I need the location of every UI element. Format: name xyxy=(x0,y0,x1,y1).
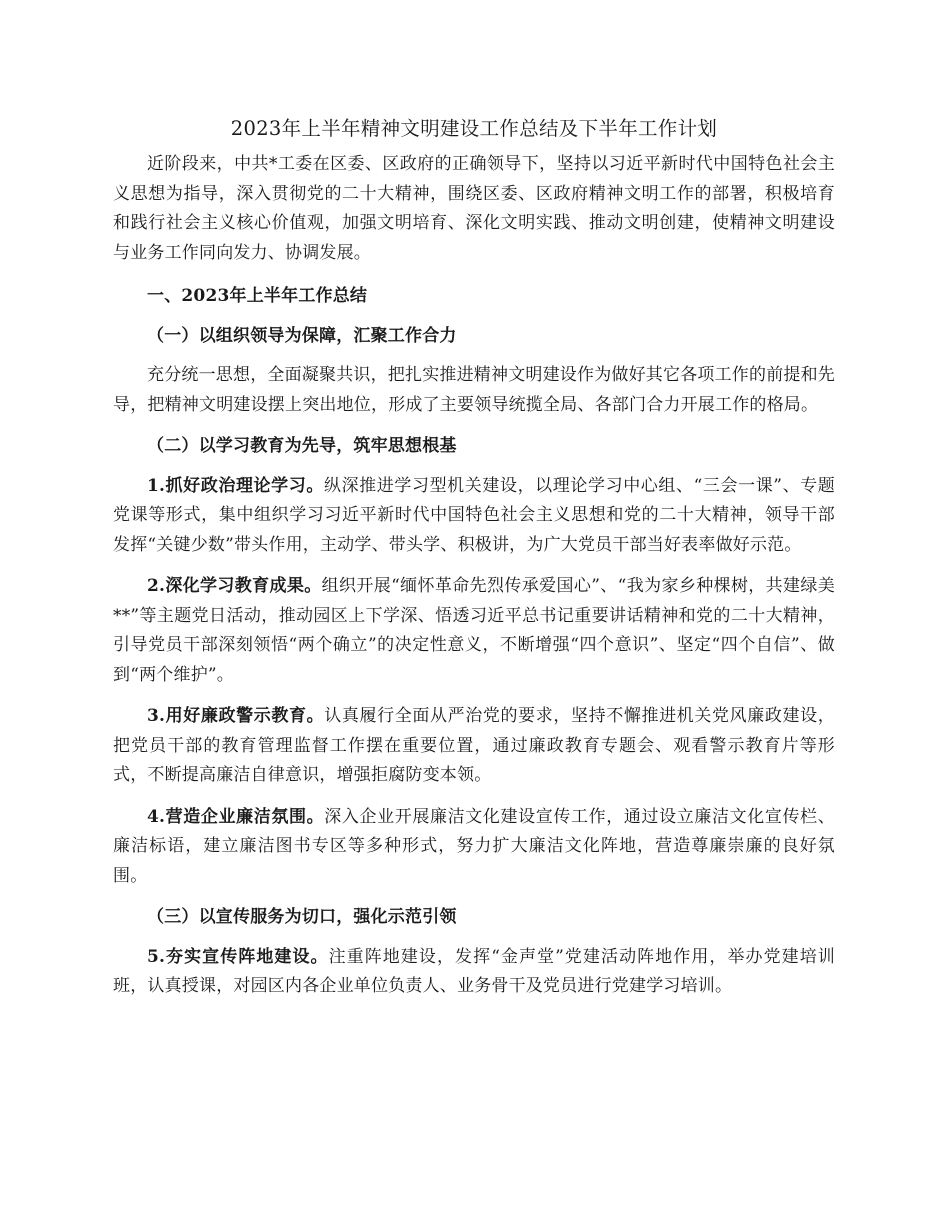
section-heading-1: 一、2023年上半年工作总结 xyxy=(147,286,368,306)
subsection-heading-2: （二）以学习教育为先导，筑牢思想根基 xyxy=(147,436,457,456)
item-text: 纵深推进学习型机关建设，以理论学习中心组、“三会一课”、专题党课等形式，集中组织学习习近平新时代中国特色社会主义思想和党的二十大精神，领导干部发挥“关键少数”带头作用，主动学、带头学、积极讲，为广大党员干部当好表率做好示范。 xyxy=(113,475,835,555)
item-paragraph-5 xyxy=(113,943,835,1002)
item-lead: 5.夯实宣传阵地建设。 xyxy=(147,946,329,967)
subsection-heading-1: （一）以组织领导为保障，汇聚工作合力 xyxy=(147,325,457,346)
document-title: 2023年上半年精神文明建设工作总结及下半年工作计划 xyxy=(230,117,718,140)
subsection-heading-3: （三）以宣传服务为切口，强化示范引领 xyxy=(147,907,457,927)
item-lead: 3.用好廉政警示教育。 xyxy=(147,706,325,726)
item-lead: 1.抓好政治理论学习。 xyxy=(147,475,324,496)
item-paragraph-3 xyxy=(113,702,835,791)
item-lead: 2.深化学习教育成果。 xyxy=(147,576,322,596)
intro-paragraph: 近阶段来，中共*工委在区委、区政府的正确领导下，坚持以习近平新时代中国特色社会主义思想为指导，深入贯彻党的二十大精神，围绕区委、区政府精神文明工作的部署，积极培育和践行社会主义核心价值观，加强文明培育、深化文明实践、推动文明创建，使精神文明建设与业务工作同向发力、协调发展。 xyxy=(113,154,835,263)
item-paragraph-2 xyxy=(113,572,835,690)
item-lead: 4.营造企业廉洁氛围。 xyxy=(147,806,325,827)
item-text: 注重阵地建设，发挥“金声堂”党建活动阵地作用，举办党建培训班，认真授课，对园区内各企业单位负责人、业务骨干及党员进行党建学习培训。 xyxy=(113,946,836,996)
item-text: 深入企业开展廉洁文化建设宣传工作，通过设立廉洁文化宣传栏、廉洁标语，建立廉洁图书专区等多种形式，努力扩大廉洁文化阵地，营造尊廉崇廉的良好氛围。 xyxy=(113,806,835,886)
item-text: 认真履行全面从严治党的要求，坚持不懈推进机关党风廉政建设，把党员干部的教育管理监督工作摆在重要位置，通过廉政教育专题会、观看警示教育片等形式，不断提高廉洁自律意识，增强拒腐防变本领。 xyxy=(113,706,835,785)
document-body xyxy=(113,116,835,1014)
subsection-1-paragraph: 充分统一思想，全面凝聚共识，把扎实推进精神文明建设作为做好其它各项工作的前提和先导，把精神文明建设摆上突出地位，形成了主要领导统揽全局、各部门合力开展工作的格局。 xyxy=(113,365,835,415)
item-paragraph-1 xyxy=(113,472,835,561)
item-text: 组织开展“缅怀革命先烈传承爱国心”、“我为家乡种棵树，共建绿美**”等主题党日活动，推动园区上下学深、悟透习近平总书记重要讲话精神和党的二十大精神，引导党员干部深刻领悟“两个确立”的决定性意义，不断增强“四个意识”、坚定“四个自信”、做到“两个维护”。 xyxy=(113,576,835,685)
item-paragraph-4 xyxy=(113,803,835,892)
